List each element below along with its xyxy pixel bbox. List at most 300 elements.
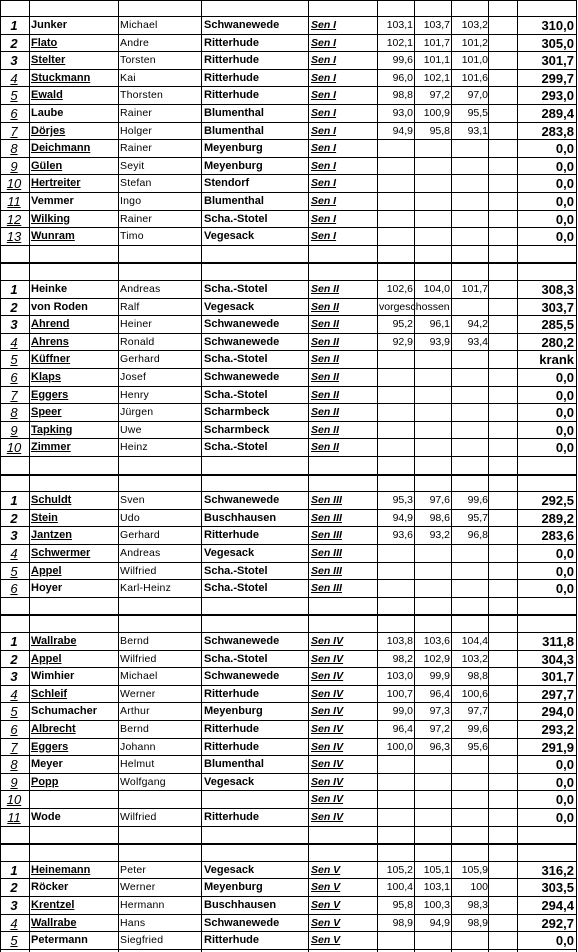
class-cell: Sen II [311,353,340,366]
club-cell: Schwanewede [204,635,280,647]
place-cell: 3 [10,528,18,544]
place-cell: 6 [10,722,18,737]
first-name-cell: Stefan [120,177,152,190]
total-cell: 0,0 [555,546,574,561]
first-name-cell: Jürgen [120,406,154,419]
club-cell: Scha.-Stotel [204,441,268,454]
club-cell: Meyenburg [204,705,263,718]
round-2-cell: 102,9 [423,652,450,665]
surname-cell: Petermann [31,934,88,947]
place-cell: 5 [10,704,18,720]
round-3-cell [452,756,488,774]
round-1-cell [377,140,413,158]
group-divider [0,474,577,476]
first-name-cell: Holger [120,124,153,137]
club-cell: Vegesack [204,863,255,876]
first-name-cell: Torsten [120,54,156,67]
round-2-cell: 103,1 [423,881,450,894]
note-cell: vorgeschossen [379,300,450,313]
round-1-cell [377,774,413,792]
table-row [0,387,577,405]
club-cell: Stendorf [204,177,250,190]
place-cell: 2 [10,510,18,526]
round-3-cell [452,404,488,422]
class-cell: Sen II [311,441,340,454]
first-name-cell: Gerhard [120,353,160,366]
total-cell: 292,7 [541,915,574,931]
first-name-cell: Wilfried [120,811,157,823]
table-row [0,668,577,686]
table-row [0,123,577,141]
class-cell: Sen II [311,371,340,383]
surname-cell: Heinke [31,283,68,295]
class-cell: Sen I [311,212,337,225]
class-cell: Sen I [311,54,337,67]
table-row [0,404,577,422]
club-cell: Schwanewede [204,670,280,683]
surname-cell: Wunram [31,230,75,243]
club-cell: Ritterhude [204,934,259,947]
class-cell: Sen IV [311,635,344,647]
total-cell: 289,4 [541,106,574,121]
round-1-cell: 103,0 [386,670,413,683]
round-3-cell [452,439,488,457]
total-cell: 292,5 [541,493,574,509]
total-cell: 0,0 [555,405,574,421]
round-1-cell [377,228,413,246]
club-cell: Ritterhude [204,54,259,67]
class-cell: Sen I [311,36,337,49]
class-cell: Sen V [311,881,341,894]
total-cell: 0,0 [555,440,574,456]
surname-cell: Schuldt [31,494,72,507]
total-cell: 0,0 [555,810,574,825]
place-cell: 3 [10,53,18,69]
surname-cell: Flato [31,36,58,49]
first-name-cell: Timo [120,230,144,243]
place-cell: 10 [6,440,22,456]
class-cell: Sen V [311,916,341,929]
first-name-cell: Seyit [120,159,145,172]
table-row [0,774,577,792]
round-2-cell [415,228,450,246]
round-2-cell [415,175,450,193]
class-cell: Sen I [311,177,337,190]
round-1-cell: 100,0 [386,740,413,753]
round-3-cell: 93,4 [467,335,488,348]
round-1-cell [377,211,413,229]
table-row [0,316,577,334]
total-cell: 283,8 [541,123,574,139]
table-row [0,35,577,53]
class-cell: Sen III [311,494,342,507]
round-2-cell: 93,2 [429,529,450,542]
class-cell: Sen IV [311,705,344,718]
surname-cell: von Roden [31,300,88,313]
table-row [0,862,577,880]
first-name-cell: Hermann [120,899,165,911]
round-3-cell: 95,7 [467,511,488,524]
first-name-cell: Arthur [120,705,150,718]
round-3-cell: 103,2 [461,19,488,31]
surname-cell: Gülen [31,159,63,172]
round-3-cell: 104,4 [461,635,488,647]
round-1-cell: 102,6 [386,283,413,295]
first-name-cell: Sven [120,494,145,507]
club-cell: Ritterhude [204,36,259,49]
class-cell: Sen I [311,230,337,243]
round-2-cell [415,369,450,387]
class-cell: Sen II [311,388,340,401]
round-1-cell [377,369,413,387]
place-cell: 9 [10,774,18,790]
round-3-cell: 95,5 [467,107,488,119]
class-cell: Sen I [311,124,337,137]
table-row [0,351,577,369]
table-row [0,651,577,669]
round-1-cell [377,175,413,193]
club-cell: Meyenburg [204,159,263,172]
place-cell: 4 [10,70,18,86]
table-row [0,369,577,387]
place-cell: 1 [10,862,18,878]
first-name-cell: Ronald [120,335,155,348]
place-cell: 5 [10,933,18,949]
round-2-cell: 105,1 [423,863,450,876]
group-divider [0,614,577,616]
round-2-cell: 101,7 [423,36,450,49]
club-cell: Scha.-Stotel [204,212,268,225]
class-cell: Sen I [311,159,337,172]
round-3-cell: 96,8 [467,529,488,542]
round-2-cell [415,809,450,827]
club-cell: Buschhausen [204,511,277,524]
round-2-cell [415,193,450,211]
total-cell: 0,0 [555,757,574,773]
first-name-cell: Werner [120,881,156,894]
round-3-cell [452,211,488,229]
place-cell: 5 [10,88,18,104]
round-2-cell: 102,1 [423,71,450,84]
total-cell: 308,3 [541,282,574,297]
round-1-cell [377,158,413,176]
place-cell: 1 [10,282,18,297]
place-cell: 6 [10,370,18,385]
surname-cell: Röcker [31,881,69,894]
round-3-cell: 101,7 [461,283,488,295]
round-2-cell [415,404,450,422]
class-cell: Sen II [311,283,340,295]
first-name-cell: Ralf [120,300,140,313]
round-3-cell [452,774,488,792]
total-cell: 303,5 [541,880,574,896]
round-1-cell: 93,0 [392,107,413,119]
round-1-cell: 92,9 [392,335,413,348]
round-3-cell [452,563,488,581]
class-cell: Sen III [311,582,342,595]
surname-cell: Eggers [31,740,69,753]
first-name-cell: Bernd [120,723,150,735]
round-1-cell: 94,9 [392,511,413,524]
total-cell: 0,0 [555,211,574,227]
group-divider [0,262,577,264]
round-3-cell: 103,2 [461,652,488,665]
table-row [0,809,577,827]
total-cell: 0,0 [555,176,574,192]
surname-cell: Hertreiter [31,177,81,190]
round-1-cell: 102,1 [386,36,413,49]
surname-cell: Appel [31,564,62,577]
round-2-cell: 100,3 [423,899,450,911]
round-2-cell: 96,1 [429,318,450,331]
place-cell: 10 [6,176,22,192]
total-cell: 301,7 [541,53,574,69]
round-3-cell [452,351,488,369]
surname-cell: Deichmann [31,142,91,155]
round-3-cell [452,193,488,211]
round-2-cell [415,563,450,581]
place-cell: 10 [6,792,22,808]
club-cell: Scharmbeck [204,423,270,436]
total-cell: 0,0 [555,581,574,597]
round-1-cell: 94,9 [392,124,413,137]
round-1-cell [377,932,413,950]
first-name-cell: Andreas [120,283,161,295]
surname-cell: Schumacher [31,705,98,718]
round-3-cell: 99,6 [467,723,488,735]
table-row [0,580,577,598]
class-cell: Sen III [311,564,342,577]
club-cell: Blumenthal [204,124,264,137]
surname-cell: Stuckmann [31,71,91,84]
club-cell: Scha.-Stotel [204,283,268,295]
surname-cell: Ahrend [31,318,70,331]
surname-cell: Wallrabe [31,635,77,647]
club-cell: Vegesack [204,775,255,788]
round-1-cell [377,387,413,405]
class-cell: Sen IV [311,758,344,771]
place-cell: 3 [10,669,18,685]
class-cell: Sen I [311,89,337,102]
total-cell: 311,8 [542,634,574,649]
class-cell: Sen IV [311,775,344,788]
table-row [0,879,577,897]
surname-cell: Klaps [31,371,61,383]
total-cell: 291,9 [541,739,574,755]
round-1-cell: 99,0 [392,705,413,718]
surname-cell: Wimhier [31,670,75,683]
total-cell: 0,0 [555,563,574,579]
round-3-cell: 98,9 [467,916,488,929]
place-cell: 5 [10,352,18,368]
club-cell: Blumenthal [204,758,264,771]
table-row [0,439,577,457]
grid-row-line [0,826,577,827]
table-row [0,105,577,123]
surname-cell: Schwermer [31,547,91,559]
class-cell: Sen I [311,195,337,207]
round-2-cell [415,211,450,229]
round-3-cell: 101,0 [461,54,488,67]
round-3-cell: 99,6 [467,494,488,507]
class-cell: Sen II [311,335,340,348]
total-cell: 0,0 [555,158,574,174]
surname-cell: Jantzen [31,529,72,542]
table-row [0,140,577,158]
round-1-cell: 95,8 [392,899,413,911]
first-name-cell: Johann [120,740,156,753]
total-cell: krank [539,352,574,368]
total-cell: 310,0 [541,18,574,33]
place-cell: 8 [10,141,18,157]
total-cell: 294,0 [541,704,574,720]
round-1-cell [377,756,413,774]
total-cell: 0,0 [555,422,574,438]
place-cell: 3 [10,898,18,913]
first-name-cell: Uwe [120,423,142,436]
surname-cell: Junker [31,19,68,31]
table-row [0,175,577,193]
round-2-cell: 93,9 [429,335,450,348]
round-3-cell [452,422,488,440]
total-cell: 301,7 [541,669,574,685]
table-row [0,228,577,246]
class-cell: Sen II [311,300,340,313]
class-cell: Sen IV [311,687,344,700]
first-name-cell: Hans [120,916,146,929]
group-divider [0,843,577,845]
first-name-cell: Rainer [120,107,153,119]
club-cell: Vegesack [204,300,255,313]
total-cell: 316,2 [541,862,574,878]
club-cell: Schwanewede [204,19,280,31]
round-1-cell [377,422,413,440]
table-row [0,791,577,809]
club-cell: Schwanewede [204,318,280,331]
round-2-cell: 95,8 [429,124,450,137]
round-2-cell [415,158,450,176]
round-3-cell [452,228,488,246]
total-cell: 285,5 [541,317,574,333]
class-cell: Sen I [311,142,337,155]
class-cell: Sen IV [311,740,344,753]
round-2-cell: 100,9 [423,107,450,119]
table-row [0,492,577,510]
place-cell: 11 [7,810,21,825]
class-cell: Sen III [311,511,342,524]
round-2-cell: 96,4 [429,687,450,700]
first-name-cell: Josef [120,371,147,383]
round-2-cell [415,351,450,369]
place-cell: 9 [10,422,18,438]
place-cell: 4 [10,334,18,350]
round-2-cell [415,422,450,440]
place-cell: 1 [10,493,18,509]
round-3-cell: 93,1 [467,124,488,137]
round-1-cell: 105,2 [386,863,413,876]
place-cell: 2 [10,35,18,51]
class-cell: Sen IV [311,723,344,735]
club-cell: Scha.-Stotel [204,353,268,366]
first-name-cell: Wolfgang [120,775,166,788]
class-cell: Sen II [311,318,340,331]
club-cell: Ritterhude [204,740,259,753]
round-1-cell: 100,4 [386,881,413,894]
table-row [0,299,577,317]
round-3-cell: 101,2 [461,36,488,49]
table-row [0,563,577,581]
table-row [0,211,577,229]
surname-cell: Wilking [31,212,71,225]
place-cell: 11 [7,194,21,209]
club-cell: Buschhausen [204,899,277,911]
first-name-cell: Heiner [120,318,153,331]
surname-cell: Ewald [31,89,63,102]
total-cell: 305,0 [541,35,574,51]
total-cell: 297,7 [541,686,574,702]
round-2-cell: 98,6 [429,511,450,524]
surname-cell: Stein [31,511,58,524]
surname-cell: Hoyer [31,582,63,595]
round-1-cell: 96,0 [392,71,413,84]
round-3-cell: 105,9 [461,863,488,876]
table-row [0,633,577,651]
class-cell: Sen I [311,71,337,84]
place-cell: 6 [10,581,18,597]
class-cell: Sen II [311,423,340,436]
place-cell: 2 [10,651,18,667]
place-cell: 3 [10,317,18,333]
round-1-cell: 103,8 [386,635,413,647]
total-cell: 304,3 [541,651,574,667]
surname-cell: Vemmer [31,195,74,207]
round-1-cell: 103,1 [386,19,413,31]
class-cell: Sen IV [311,793,344,806]
table-row [0,17,577,35]
club-cell: Scha.-Stotel [204,652,268,665]
first-name-cell: Andreas [120,547,161,559]
surname-cell: Schleif [31,687,68,700]
surname-cell: Albrecht [31,723,76,735]
round-2-cell [415,140,450,158]
first-name-cell: Siegfried [120,934,164,947]
round-1-cell [377,580,413,598]
round-3-cell: 100,6 [461,687,488,700]
class-cell: Sen IV [311,811,344,823]
total-cell: 293,2 [541,722,574,737]
class-cell: Sen IV [311,670,344,683]
place-cell: 8 [10,405,18,421]
round-3-cell: 98,3 [467,899,488,911]
surname-cell: Wallrabe [31,916,77,929]
first-name-cell: Henry [120,388,150,401]
first-name-cell: Thorsten [120,89,164,102]
round-2-cell [415,387,450,405]
first-name-cell: Michael [120,19,158,31]
class-cell: Sen I [311,19,337,31]
round-1-cell: 100,7 [386,687,413,700]
surname-cell: Laube [31,107,64,119]
first-name-cell: Kai [120,71,136,84]
place-cell: 6 [10,106,18,121]
total-cell: 294,4 [541,898,574,913]
table-row [0,158,577,176]
surname-cell: Wode [31,811,61,823]
round-1-cell [377,193,413,211]
round-1-cell [377,439,413,457]
total-cell: 303,7 [541,299,574,315]
place-cell: 12 [6,211,22,227]
